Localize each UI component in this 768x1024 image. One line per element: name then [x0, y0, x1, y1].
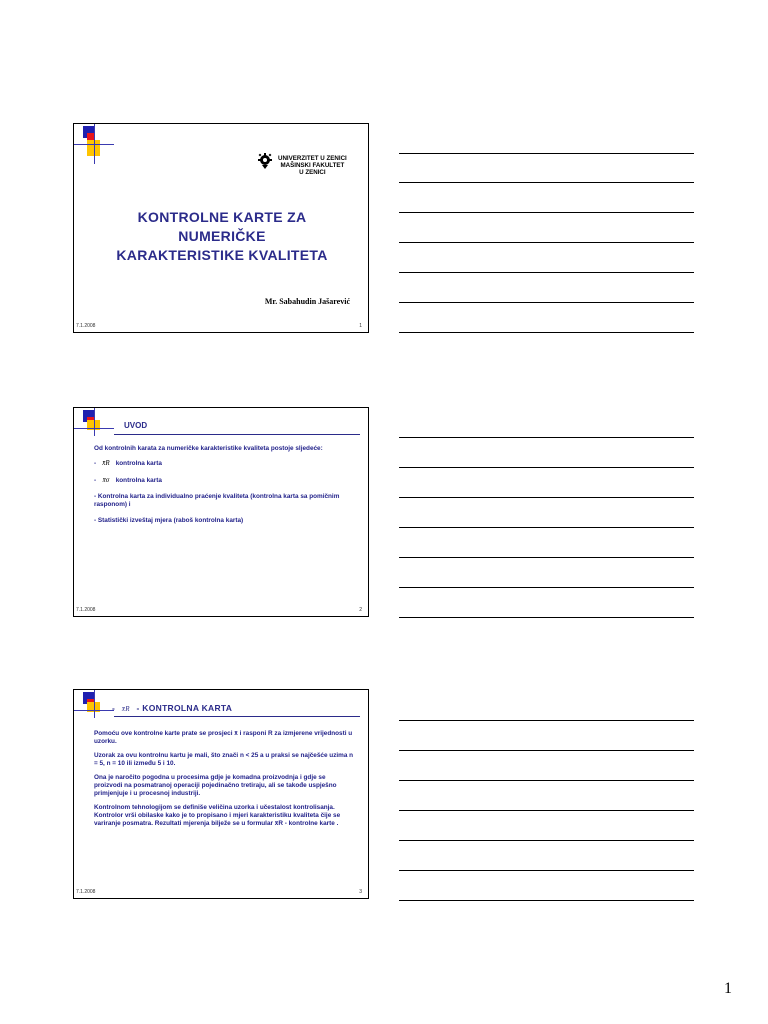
- note-line: [399, 212, 694, 213]
- note-line: [399, 182, 694, 183]
- note-line: [399, 527, 694, 528]
- paragraph: Uzorak za ovu kontrolnu kartu je mali, što znači n < 25 a u praksi se najčešće uzima n = 5, n = 10 ili između 5 i 10.: [94, 752, 354, 767]
- slide-number: 2: [359, 607, 362, 613]
- page-number: 1: [724, 980, 732, 997]
- xr-symbol: x̄R: [121, 705, 130, 713]
- intro-text: Od kontrolnih karata za numeričke karakteristike kvaliteta postoje sljedeće:: [94, 445, 323, 452]
- xr-symbol: x̄R: [102, 459, 110, 467]
- author: Mr. Sabahudin Jašarević: [264, 297, 350, 306]
- note-line: [399, 617, 694, 618]
- heading-divider: [114, 434, 360, 435]
- note-line: [399, 810, 694, 811]
- slide-body: [94, 445, 354, 533]
- note-line: [399, 497, 694, 498]
- slide-heading: UVOD: [124, 421, 148, 430]
- slide-date: 7.1.2008: [76, 323, 96, 329]
- xsigma-symbol: x̄σ: [102, 476, 110, 484]
- note-line: [399, 870, 694, 871]
- slide-3: [73, 689, 369, 899]
- note-line: [399, 720, 694, 721]
- note-line: [399, 302, 694, 303]
- note-line: [399, 242, 694, 243]
- slide-title: KONTROLNE KARTE ZA NUMERIČKE KARAKTERISTIKE KVALITETA: [116, 209, 328, 263]
- paragraph: Pomoću ove kontrolne karte prate se prosjeci x̄ i rasponi R za izmjerene vrijednosti u uzorku.: [94, 730, 353, 745]
- slide-decoration: [74, 408, 114, 448]
- list-item: - x̄R kontrolna karta: [94, 459, 162, 467]
- note-line: [399, 332, 694, 333]
- slide-decoration: [74, 124, 114, 164]
- note-line: [399, 587, 694, 588]
- slide-number: 3: [359, 889, 362, 895]
- slide-date: 7.1.2008: [76, 889, 96, 895]
- note-line: [399, 750, 694, 751]
- list-item: - x̄σ kontrolna karta: [94, 476, 162, 484]
- slide-heading: - x̄R - KONTROLNA KARTA: [112, 703, 233, 713]
- note-line: [399, 467, 694, 468]
- university-name: UNIVERZITET U ZENICI MAŠINSKI FAKULTET U ZENICI: [278, 155, 347, 176]
- slide-decoration: [74, 690, 114, 730]
- slide-date: 7.1.2008: [76, 607, 96, 613]
- list-item: - Statistički izveštaj mjera (raboš kontrolna karta): [94, 517, 244, 524]
- list-item: - Kontrolna karta za individualno praćenje kvaliteta (kontrolna karta sa pomičnim rasponom) i: [94, 493, 340, 508]
- paragraph: Kontrolnom tehnologijom se definiše veličina uzorka i učestalost kontrolisanja. Kontrolor vrši obilaske kako je to propisano i mjeri karakteristiku kvaliteta čije se variranje posmatra. Rezultati mjerenja bilježe se u formular x̄R - kontrolne karte .: [94, 804, 341, 827]
- note-line: [399, 840, 694, 841]
- slide-number: 1: [359, 323, 362, 329]
- note-line: [399, 437, 694, 438]
- heading-divider: [114, 716, 360, 717]
- slide-2: [73, 407, 369, 617]
- note-line: [399, 272, 694, 273]
- note-line: [399, 557, 694, 558]
- slide-1: [73, 123, 369, 333]
- note-line: [399, 780, 694, 781]
- note-line: [399, 900, 694, 901]
- note-line: [399, 153, 694, 154]
- paragraph: Ona je naročito pogodna u procesima gdje je komadna proizvodnja i gdje se proizvodi na posmatranoj operaciji pojedinačno tretiraju, ali se takođe uspješno primjenjuje i u procesnoj industriji.: [94, 774, 337, 797]
- gear-icon: [256, 152, 274, 170]
- slide-body: [94, 730, 354, 834]
